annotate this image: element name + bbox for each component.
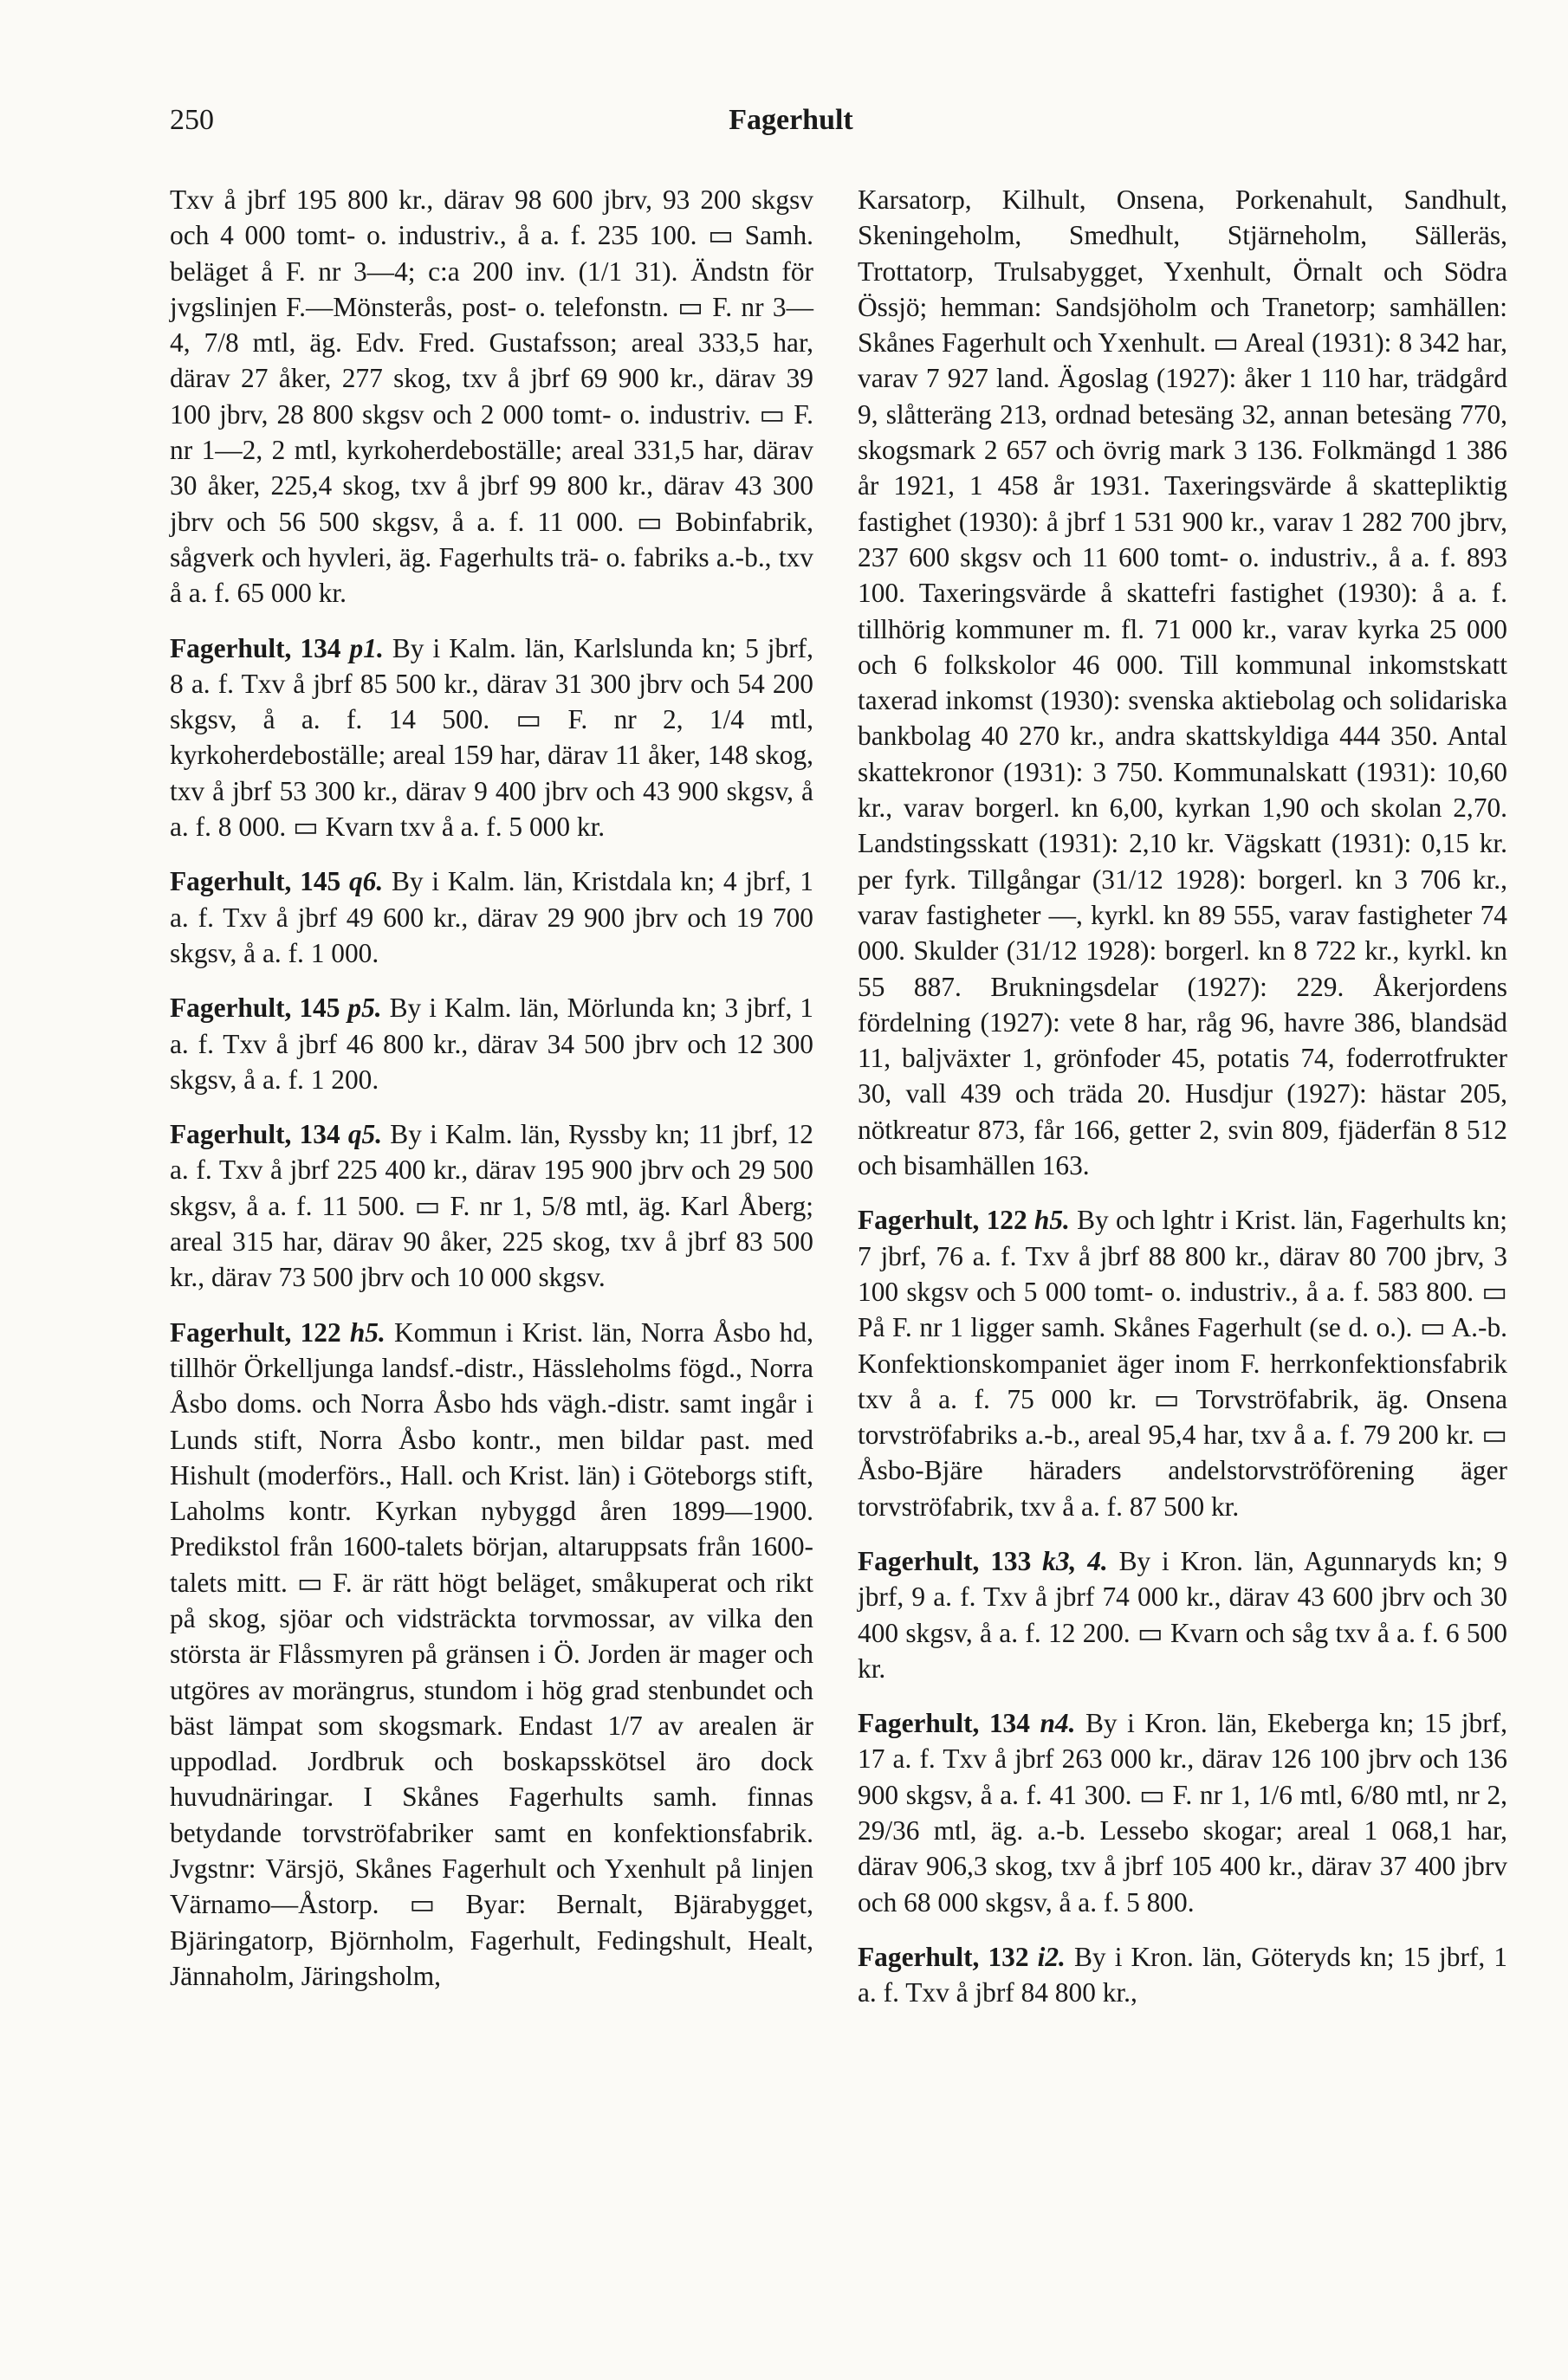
entry-text: Txv å jbrf 195 800 kr., därav 98 600 jbrv, 93 200 skgsv och 4 000 tomt- o. industriv., å a. f. 235 100. ▭ Samh. beläget å F. nr 3—4; c:a 200 inv. (1/1 31). Ändstn för jvgslinjen F.—Mönsterås, post- o. telefonstn. ▭ F. nr 3—4, 7/8 mtl, äg. Edv. Fred. Gustafsson; areal 333,5 har, därav 27 åker, 277 skog, txv å jbrf 69 900 kr., därav 39 100 jbrv, 28 800 skgsv och 2 000 tomt- o. industriv. ▭ F. nr 1—2, 2 mtl, kyrkoherdeboställe; areal 331,5 har, därav 30 åker, 225,4 skog, txv å jbrf 99 800 kr., därav 43 300 jbrv och 56 500 skgsv, å a. f. 11 000. ▭ Bobinfabrik, sågverk och hyvleri, äg. Fagerhults trä- o. fabriks a.-b., txv å a. f. 65 000 kr. — [170, 184, 813, 609]
entry-text: By i Kron. län, Ekeberga kn; 15 jbrf, 17 a. f. Txv å jbrf 263 000 kr., därav 126 100 jbrv och 136 900 skgsv, å a. f. 41 300. ▭ F. nr 1, 1/6 mtl, 6/80 mtl, nr 2, 29/36 mtl, äg. a.-b. Lessebo skogar; areal 1 068,1 har, därav 906,3 skog, txv å jbrf 105 400 kr., därav 37 400 jbrv och 68 000 skgsv, å a. f. 5 800. — [858, 1708, 1507, 1918]
entry — [170, 182, 813, 611]
entry-text: Karsatorp, Kilhult, Onsena, Porkenahult, Sandhult, Skeningeholm, Smedhult, Stjärneholm, Sälleräs, Trottatorp, Trulsabygget, Yxenhult, Örnalt och Södra Össjö; hemman: Sandsjöholm och Tranetorp; samhällen: Skånes Fagerhult och Yxenhult. ▭ Areal (1931): 8 342 har, varav 7 927 land. Ägoslag (1927): åker 1 110 har, trädgård 9, slåtteräng 213, ordnad betesäng 32, annan betesäng 770, skogsmark 2 657 och övrig mark 3 136. Folkmängd 1 386 år 1921, 1 458 år 1931. Taxeringsvärde å skattepliktig fastighet (1930): å jbrf 1 531 900 kr., varav 1 282 700 jbrv, 237 600 skgsv och 11 600 tomt- o. industriv., å a. f. 893 100. Taxeringsvärde å skattefri fastighet (1930): å a. f. tillhörig kommuner m. fl. 71 000 kr., varav kyrka 25 000 och 6 folkskolor 46 000. Till kommunal inkomstskatt taxerad inkomst (1930): svenska aktiebolag och solidariska bankbolag 40 270 kr., andra skattskyldiga 444 350. Antal skattekronor (1931): 3 750. Kommunalskatt (1931): 10,60 kr., varav borgerl. kn 6,00, kyrkan 1,90 och skolan 2,70. Landstingsskatt (1931): 2,10 kr. Vägskatt (1931): 0,15 kr. per fyrk. Tillgångar (31/12 1928): borgerl. kn 3 706 kr., varav fastigheter —, kyrkl. kn 89 555, varav fastigheter 74 000. Skulder (31/12 1928): borgerl. kn 8 722 kr., kyrkl. kn 55 887. Brukningsdelar (1927): 229. Åkerjordens fördelning (1927): vete 8 har, råg 96, havre 386, blandsäd 11, baljväxter 1, grönfoder 45, potatis 74, foderrotfrukter 30, vall 439 och träda 20. Husdjur (1927): hästar 205, nötkreatur 873, får 166, getter 2, svin 809, fjäderfän 8 512 och bisamhällen 163. — [858, 184, 1507, 1181]
entry-headword: Fagerhult, 132 — [858, 1941, 1029, 1972]
entry-grid: h5. — [1033, 1205, 1070, 1236]
entry — [858, 182, 1507, 1183]
entry — [170, 631, 813, 845]
entry-text: Kommun i Krist. län, Norra Åsbo hd, tillhör Örkelljunga landsf.-distr., Hässleholms fögd., Norra Åsbo doms. och Norra Åsbo hds vägh.-distr. samt ingår i Lunds stift, Norra Åsbo kontr., men bildar past. med Hishult (moderförs., Hall. och Krist. län) i Göteborgs stift, Laholms kontr. Kyrkan nybyggd åren 1899—1900. Predikstol från 1600-talets början, altaruppsats från 1600-talets mitt. ▭ F. är rätt högt beläget, småkuperat och rikt på skog, sjöar och vidsträckta torvmossar, av vilka den största är Flåssmyren på gränsen i Ö. Jorden är mager och utgöres av morängrus, stundom i hög grad stenbundet och bäst lämpat som skogsmark. Endast 1/7 av arealen är uppodlad. Jordbruk och boskapsskötsel äro dock huvudnäringar. I Skånes Fagerhults samh. finnas betydande torvströfabriker samt en konfektionsfabrik. Jvgstnr: Värsjö, Skånes Fagerhult och Yxenhult på linjen Värnamo—Åstorp. ▭ Byar: Bernalt, Bjärabygget, Bjäringatorp, Björnholm, Fagerhult, Fedingshult, Healt, Jännaholm, Järingsholm, — [170, 1316, 813, 1991]
entry-headword: Fagerhult, 134 — [858, 1708, 1030, 1739]
entry-text: By i Kalm. län, Ryssby kn; 11 jbrf, 12 a. f. Txv å jbrf 225 400 kr., därav 195 900 jbrv och 29 500 skgsv, å a. f. 11 500. ▭ F. nr 1, 5/8 mtl, äg. Karl Åberg; areal 315 har, därav 90 åker, 225 skog, txv å jbrf 83 500 kr., därav 73 500 jbrv och 10 000 skgsv. — [170, 1119, 813, 1293]
page-header — [170, 104, 1412, 156]
entry-headword: Fagerhult, 133 — [858, 1545, 1032, 1576]
entry-grid: n4. — [1040, 1708, 1076, 1739]
entry-text: By i Kalm. län, Kristdala kn; 4 jbrf, 1 a. f. Txv å jbrf 49 600 kr., därav 29 900 jbrv och 19 700 skgsv, å a. f. 1 000. — [170, 866, 813, 968]
entry — [170, 863, 813, 971]
running-title: Fagerhult — [729, 104, 853, 136]
entry-headword: Fagerhult, 145 — [170, 993, 340, 1024]
entry-grid: i2. — [1037, 1941, 1066, 1972]
entry-grid: k3, 4. — [1042, 1545, 1108, 1576]
entry-text: By i Kron. län, Göteryds kn; 15 jbrf, 1 a. f. Txv å jbrf 84 800 kr., — [858, 1941, 1508, 2008]
entry-text: By i Kalm. län, Mörlunda kn; 3 jbrf, 1 a. f. Txv å jbrf 46 800 kr., därav 34 500 jbrv och 12 300 skgsv, å a. f. 1 200. — [170, 993, 813, 1095]
entry — [170, 1315, 813, 1995]
right-column — [858, 182, 1507, 2030]
entry — [170, 990, 813, 1097]
entry-headword: Fagerhult, 122 — [858, 1205, 1027, 1236]
left-column — [170, 182, 813, 2013]
entry-grid: q5. — [347, 1119, 383, 1150]
entry — [858, 1543, 1507, 1686]
entry-grid: p1. — [349, 632, 384, 663]
entry-text: By i Kalm. län, Karlslunda kn; 5 jbrf, 8 a. f. Txv å jbrf 85 500 kr., därav 31 300 jbrv och 54 200 skgsv, å a. f. 14 500. ▭ F. nr 2, 1/4 mtl, kyrkoherdeboställe; areal 159 har, därav 11 åker, 148 skog, txv å jbrf 53 300 kr., därav 9 400 jbrv och 43 900 skgsv, å a. f. 8 000. ▭ Kvarn txv å a. f. 5 000 kr. — [170, 632, 813, 843]
entry — [170, 1116, 813, 1295]
page-number: 250 — [170, 104, 214, 136]
entry — [858, 1202, 1507, 1524]
entry-headword: Fagerhult, 134 — [170, 632, 341, 663]
entry-grid: q6. — [348, 866, 384, 897]
entry-text: By och lghtr i Krist. län, Fagerhults kn; 7 jbrf, 76 a. f. Txv å jbrf 88 800 kr., därav 80 700 jbrv, 3 100 skgsv och 5 000 tomt- o. industriv., å a. f. 583 800. ▭ På F. nr 1 ligger samh. Skånes Fagerhult (se d. o.). ▭ A.-b. Konfektionskompaniet äger inom F. herrkonfektionsfabrik txv å a. f. 75 000 kr. ▭ Torvströfabrik, äg. Onsena torvströfabriks a.-b., areal 95,4 har, txv å a. f. 79 200 kr. ▭ Åsbo-Bjäre häraders andelstorvströförening äger torvströfabrik, txv å a. f. 87 500 kr. — [858, 1205, 1507, 1522]
entry-headword: Fagerhult, 122 — [170, 1316, 341, 1348]
entry-grid: p5. — [347, 993, 382, 1024]
entry-text: By i Kron. län, Agunnaryds kn; 9 jbrf, 9 a. f. Txv å jbrf 74 000 kr., därav 43 600 jbrv och 30 400 skgsv, å a. f. 12 200. ▭ Kvarn och såg txv å a. f. 6 500 kr. — [858, 1545, 1507, 1684]
entry-headword: Fagerhult, 134 — [170, 1119, 340, 1150]
entry — [858, 1705, 1507, 1920]
entry — [858, 1939, 1507, 2011]
entry-headword: Fagerhult, 145 — [170, 866, 341, 897]
entry-grid: h5. — [349, 1316, 386, 1348]
